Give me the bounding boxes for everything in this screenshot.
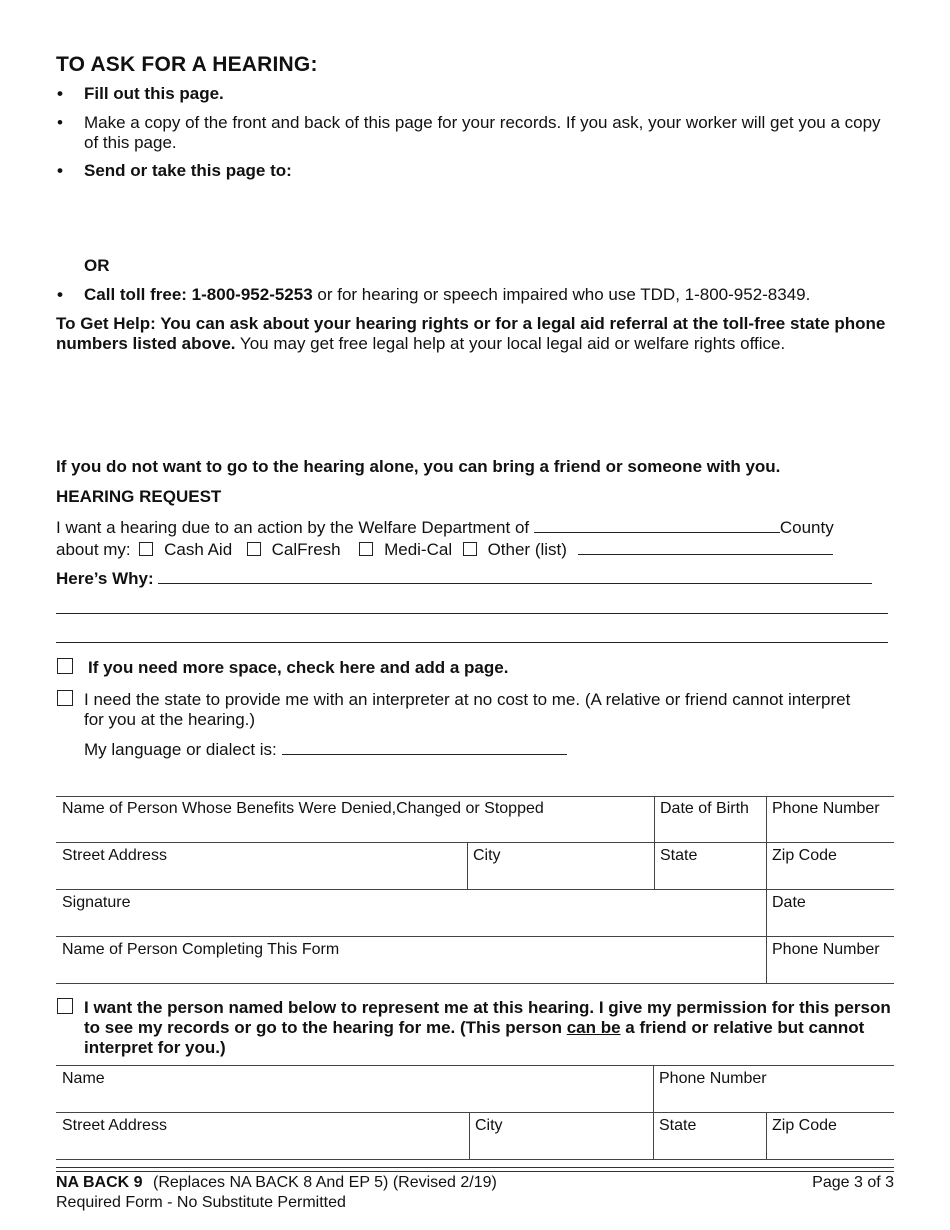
- table-border: [56, 1159, 894, 1160]
- heres-why-field[interactable]: [158, 568, 872, 584]
- completer-phone-label: Phone Number: [772, 941, 880, 958]
- form-id: NA BACK 9: [56, 1174, 143, 1191]
- rep-state-label: State: [659, 1117, 697, 1134]
- zip-code-label: Zip Code: [772, 847, 837, 864]
- required-form-note: Required Form - No Substitute Permitted: [56, 1194, 346, 1211]
- representative-checkbox[interactable]: [57, 998, 73, 1014]
- medi-cal-checkbox[interactable]: [359, 542, 373, 556]
- street-address-label: Street Address: [62, 847, 167, 864]
- rep-zip-label: Zip Code: [772, 1117, 837, 1134]
- table-border: [56, 1112, 894, 1113]
- table-border: [56, 936, 894, 937]
- representative-text-underlined: can be: [566, 1018, 621, 1037]
- reason-line-2[interactable]: [56, 613, 888, 614]
- or-label: OR: [84, 256, 110, 275]
- representative-text-part2: a friend or relative but cannot interpret for you.): [84, 1018, 865, 1057]
- signature-label: Signature: [62, 894, 131, 911]
- page-number: Page 3 of 3: [812, 1174, 894, 1191]
- help-bold-text: To Get Help: You can ask about your hearing rights or for a legal aid referral at the toll-free state phone numbers listed above.: [56, 314, 886, 353]
- table-border: [56, 842, 894, 843]
- county-label: County: [779, 518, 834, 537]
- hearing-request-heading: HEARING REQUEST: [56, 487, 222, 506]
- call-toll-free: Call toll free: 1-800-952-5253: [84, 285, 313, 304]
- city-label: City: [473, 847, 501, 864]
- rep-street-label: Street Address: [62, 1117, 167, 1134]
- rep-city-label: City: [475, 1117, 503, 1134]
- other-checkbox[interactable]: [463, 542, 477, 556]
- table-divider: [654, 796, 655, 889]
- form-replaces: (Replaces NA BACK 8 And EP 5) (Revised 2/19): [152, 1174, 497, 1191]
- help-paragraph: [56, 314, 886, 354]
- county-field[interactable]: [534, 517, 780, 533]
- table-divider: [766, 1112, 767, 1159]
- table-divider: [469, 1112, 470, 1159]
- table-border: [56, 889, 894, 890]
- help-text: You may get free legal help at your local legal aid or welfare rights office.: [235, 334, 786, 353]
- representative-text: [84, 998, 894, 1058]
- bullet-dot: •: [57, 161, 63, 180]
- instruction-call: [84, 285, 904, 305]
- representative-text-part1: I want the person named below to represent me at this hearing. I give my permission for this person to see my records or go to the hearing for me. (This person: [84, 998, 891, 1037]
- table-divider: [766, 796, 767, 983]
- language-field[interactable]: [282, 739, 567, 755]
- about-my-line: [56, 539, 896, 560]
- table-divider: [467, 842, 468, 889]
- heres-why-line: [56, 568, 896, 589]
- hearing-intro-text: I want a hearing due to an action by the Welfare Department of: [56, 518, 530, 537]
- bullet-dot: •: [57, 84, 63, 103]
- calfresh-label: CalFresh: [271, 540, 341, 559]
- other-list-field[interactable]: [578, 539, 833, 555]
- calfresh-checkbox[interactable]: [247, 542, 261, 556]
- medi-cal-label: Medi-Cal: [384, 540, 453, 559]
- instruction-make-copy: Make a copy of the front and back of this page for your records. If you ask, your worker will get you a copy of this page.: [84, 113, 881, 152]
- bullet-dot: •: [57, 285, 63, 304]
- table-divider: [653, 1065, 654, 1159]
- hearing-intro-line: [56, 517, 896, 538]
- rep-phone-label: Phone Number: [659, 1070, 767, 1087]
- instruction-send: Send or take this page to:: [84, 161, 292, 180]
- footer-rule: [56, 1167, 894, 1168]
- language-line: [84, 739, 567, 760]
- date-of-birth-label: Date of Birth: [660, 800, 749, 817]
- call-tdd: or for hearing or speech impaired who use TDD, 1-800-952-8349.: [312, 285, 811, 304]
- heres-why-label: Here’s Why:: [56, 569, 154, 588]
- cash-aid-label: Cash Aid: [164, 540, 233, 559]
- date-label: Date: [772, 894, 806, 911]
- more-space-checkbox[interactable]: [57, 658, 73, 674]
- page-title: TO ASK FOR A HEARING:: [56, 53, 318, 76]
- cash-aid-checkbox[interactable]: [139, 542, 153, 556]
- table-border: [56, 983, 894, 984]
- completer-name-label: Name of Person Completing This Form: [62, 941, 340, 958]
- table-border: [56, 1065, 894, 1066]
- rep-name-label: Name: [62, 1070, 105, 1087]
- footer-form-info: [56, 1174, 497, 1192]
- phone-number-label: Phone Number: [772, 800, 880, 817]
- table-border: [56, 796, 894, 797]
- interpreter-checkbox[interactable]: [57, 690, 73, 706]
- footer-rule: [56, 1171, 894, 1172]
- state-label: State: [660, 847, 698, 864]
- bullet-dot: •: [57, 113, 63, 132]
- reason-line-3[interactable]: [56, 642, 888, 643]
- interpreter-label: I need the state to provide me with an interpreter at no cost to me. (A relative or friend cannot interpret for you at the hearing.): [84, 690, 851, 729]
- language-label: My language or dialect is:: [84, 740, 277, 759]
- friend-note: If you do not want to go to the hearing alone, you can bring a friend or someone with you.: [56, 457, 781, 476]
- instruction-fill-out: Fill out this page.: [84, 84, 224, 103]
- more-space-label: If you need more space, check here and add a page.: [88, 658, 509, 677]
- beneficiary-name-label: Name of Person Whose Benefits Were Denied,Changed or Stopped: [62, 800, 544, 817]
- about-my-label: about my:: [56, 540, 131, 559]
- other-label: Other (list): [487, 540, 567, 559]
